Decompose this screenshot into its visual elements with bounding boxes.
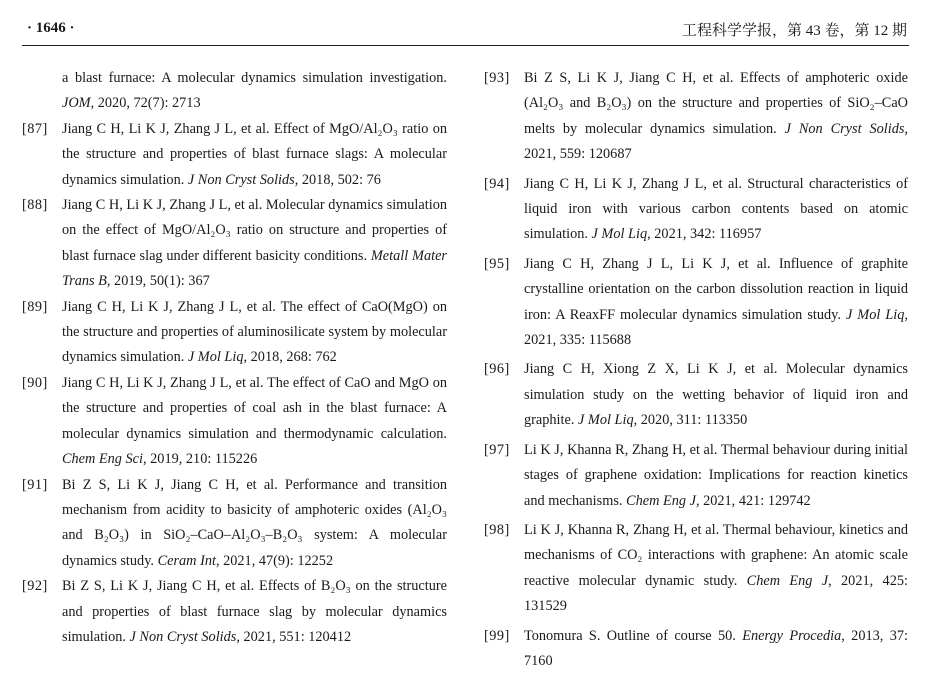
- reference-number: [97]: [484, 441, 510, 458]
- page-number: · 1646 ·: [27, 20, 75, 36]
- reference-text: Bi Z S, Li K J, Jiang C H, et al. Performance and transition mechanism from acidity to basicity of amphoteric oxides (Al₂O₃ and B₂O₃) in SiO₂–CaO–Al₂O₃–B₂O₃ system: A molecular dynamics study.: [62, 476, 447, 569]
- journal-name: J Mol Liq: [591, 226, 648, 243]
- reference-entry: [484, 172, 908, 248]
- reference-citation: , 2021, 425: 131529: [524, 572, 908, 615]
- page-header: [0, 0, 937, 46]
- reference-citation: , 2021, 551: 120412: [236, 628, 352, 645]
- reference-citation: , 2019, 210: 115226: [143, 451, 258, 468]
- journal-name: Chem Eng Sci: [62, 451, 143, 468]
- reference-entry: [484, 438, 908, 514]
- reference-citation: , 2021, 335: 115688: [524, 306, 908, 349]
- reference-entry: [484, 357, 908, 433]
- reference-entry: [484, 252, 908, 354]
- journal-name: J Non Cryst Solids: [129, 628, 237, 645]
- reference-number: [95]: [484, 255, 510, 272]
- journal-name: J Mol Liq: [578, 412, 634, 429]
- journal-name: JOM: [62, 95, 91, 112]
- journal-name: Energy Procedia: [742, 627, 842, 644]
- reference-text: Jiang C H, Li K J, Zhang J L, et al. The effect of CaO(MgO) on the structure and properties of aluminosilicate system by molecular dynamics simulation.: [62, 298, 447, 366]
- reference-number: [91]: [22, 476, 48, 493]
- reference-citation: , 2020, 72(7): 2713: [90, 95, 201, 112]
- reference-text: Jiang C H, Xiong Z X, Li K J, et al. Molecular dynamics simulation study on the wetting behavior of liquid iron and graphite.: [524, 361, 908, 429]
- reference-citation: , 2021, 342: 116957: [647, 226, 762, 243]
- journal-name: J Mol Liq: [187, 349, 244, 366]
- reference-text: Jiang C H, Li K J, Zhang J L, et al. Structural characteristics of liquid iron with various carbon contents based on atomic simulation.: [524, 175, 908, 243]
- reference-number: [94]: [484, 175, 510, 192]
- journal-name: Metall Mater Trans B: [62, 247, 447, 290]
- reference-text: Jiang C H, Li K J, Zhang J L, et al. Molecular dynamics simulation on the effect of MgO/Al₂O₃ ratio on structure and properties of blast furnace slag under different basicity conditions.: [62, 197, 447, 264]
- reference-number: [93]: [484, 70, 510, 86]
- reference-entry: [22, 66, 447, 117]
- reference-text: Bi Z S, Li K J, Jiang C H, et al. Effects of amphoteric oxide (Al₂O₃ and B₂O₃) on the structure and properties of SiO₂–CaO melts by molecular dynamics simulation.: [524, 70, 908, 137]
- journal-name: J Non Cryst Solids: [187, 171, 295, 188]
- reference-text: Jiang C H, Zhang J L, Li K J, et al. Influence of graphite crystalline orientation on the carbon dissolution reaction in liquid iron: A ReaxFF molecular dynamics simulation study.: [524, 255, 908, 323]
- journal-name: Chem Eng J: [626, 492, 696, 509]
- reference-citation: , 2021, 47(9): 12252: [215, 552, 334, 569]
- reference-entry: [484, 66, 908, 168]
- header-rule: [22, 45, 909, 46]
- reference-entry: [484, 624, 908, 675]
- reference-entry: [22, 117, 447, 193]
- reference-citation: , 2019, 50(1): 367: [106, 273, 210, 290]
- reference-number: [92]: [22, 578, 48, 595]
- journal-name: J Non Cryst Solids: [784, 120, 905, 137]
- reference-citation: , 2021, 559: 120687: [524, 120, 908, 163]
- reference-citation: , 2020, 311: 113350: [633, 412, 748, 429]
- journal-name: Chem Eng J: [746, 572, 829, 589]
- reference-entry: [22, 295, 447, 371]
- reference-citation: , 2018, 268: 762: [243, 349, 337, 366]
- right-reference-column: [484, 66, 908, 678]
- reference-entry: [22, 371, 447, 473]
- reference-entry: [22, 574, 447, 650]
- reference-text: Jiang C H, Li K J, Zhang J L, et al. Effect of MgO/Al₂O₃ ratio on the structure and properties of blast furnace slags: A molecular dynamics simulation.: [62, 120, 447, 188]
- reference-number: [99]: [484, 627, 510, 644]
- reference-text: a blast furnace: A molecular dynamics simulation investigation.: [62, 70, 447, 86]
- reference-number: [98]: [484, 521, 510, 538]
- journal-name: Ceram Int: [157, 552, 216, 569]
- reference-entry: [22, 193, 447, 295]
- reference-number: [96]: [484, 361, 510, 378]
- journal-name: J Mol Liq: [845, 306, 905, 323]
- reference-entry: [484, 518, 908, 620]
- reference-entry: [22, 473, 447, 575]
- reference-text: Bi Z S, Li K J, Jiang C H, et al. Effects of B₂O₃ on the structure and properties of blast furnace slag by molecular dynamics simulation.: [62, 578, 447, 645]
- reference-text: Tonomura S. Outline of course 50.: [524, 627, 743, 644]
- reference-citation: , 2013, 37: 7160: [524, 627, 908, 669]
- reference-text: Li K J, Khanna R, Zhang H, et al. Thermal behaviour, kinetics and mechanisms of CO₂ interactions with graphene: An atomic scale reactive molecular dynamic study.: [524, 521, 908, 589]
- left-reference-column: [22, 66, 447, 650]
- reference-text: Li K J, Khanna R, Zhang H, et al. Thermal behaviour during initial stages of graphene oxidation: Implications for reaction kinetics and mechanisms.: [524, 441, 908, 509]
- reference-number: [88]: [22, 197, 48, 214]
- reference-number: [89]: [22, 298, 48, 315]
- reference-number: [87]: [22, 120, 48, 137]
- reference-text: Jiang C H, Li K J, Zhang J L, et al. The effect of CaO and MgO on the structure and properties of coal ash in the blast furnace: A molecular dynamics simulation and thermodynamic calculation.: [62, 374, 447, 442]
- reference-citation: , 2018, 502: 76: [294, 171, 381, 188]
- reference-citation: , 2021, 421: 129742: [695, 492, 811, 509]
- reference-number: [90]: [22, 374, 48, 391]
- running-title: 工程科学学报，第 43 卷，第 12 期: [681, 23, 907, 39]
